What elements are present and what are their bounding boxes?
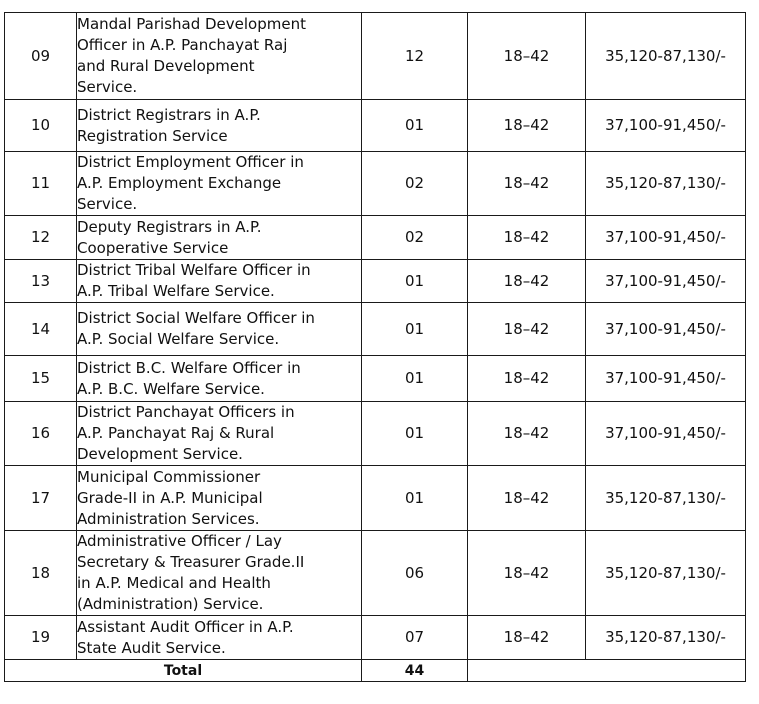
table-row [5, 216, 746, 260]
total-row [5, 660, 746, 682]
age-limit-cell: 18–42 [468, 616, 586, 660]
table-row [5, 356, 746, 402]
post-name-cell: Mandal Parishad Development Officer in A.P. Panchayat Raj and Rural Development Service. [77, 13, 362, 100]
table-row [5, 13, 746, 100]
table-row [5, 100, 746, 152]
post-name-cell: District Panchayat Officers in A.P. Panchayat Raj & Rural Development Service. [77, 402, 362, 466]
total-label: Total [5, 660, 362, 682]
post-name-cell: Municipal Commissioner Grade-II in A.P. Municipal Administration Services. [77, 466, 362, 531]
table-row [5, 260, 746, 303]
age-limit-cell: 18–42 [468, 303, 586, 356]
post-name-cell: District Employment Officer in A.P. Employment Exchange Service. [77, 152, 362, 216]
serial-number-cell: 13 [5, 260, 77, 303]
vacancies-cell: 02 [362, 152, 468, 216]
serial-number-cell: 10 [5, 100, 77, 152]
vacancies-cell: 01 [362, 100, 468, 152]
total-vacancies: 44 [362, 660, 468, 682]
age-limit-cell: 18–42 [468, 13, 586, 100]
vacancies-cell: 12 [362, 13, 468, 100]
table-row [5, 152, 746, 216]
pay-scale-cell: 35,120-87,130/- [586, 466, 746, 531]
post-name-cell: Administrative Officer / Lay Secretary & Treasurer Grade.II in A.P. Medical and Health (Administration) Service. [77, 531, 362, 616]
serial-number-cell: 11 [5, 152, 77, 216]
vacancies-cell: 06 [362, 531, 468, 616]
vacancy-table [4, 12, 746, 682]
pay-scale-cell: 37,100-91,450/- [586, 356, 746, 402]
table-row [5, 466, 746, 531]
pay-scale-cell: 37,100-91,450/- [586, 216, 746, 260]
vacancies-cell: 01 [362, 356, 468, 402]
serial-number-cell: 14 [5, 303, 77, 356]
vacancies-cell: 01 [362, 303, 468, 356]
pay-scale-cell: 37,100-91,450/- [586, 402, 746, 466]
age-limit-cell: 18–42 [468, 152, 586, 216]
post-name-cell: Deputy Registrars in A.P. Cooperative Service [77, 216, 362, 260]
pay-scale-cell: 35,120-87,130/- [586, 13, 746, 100]
age-limit-cell: 18–42 [468, 100, 586, 152]
age-limit-cell: 18–42 [468, 402, 586, 466]
vacancies-cell: 01 [362, 260, 468, 303]
vacancy-table-container [4, 12, 746, 682]
pay-scale-cell: 37,100-91,450/- [586, 260, 746, 303]
table-row [5, 616, 746, 660]
vacancies-cell: 01 [362, 466, 468, 531]
pay-scale-cell: 37,100-91,450/- [586, 303, 746, 356]
vacancies-cell: 07 [362, 616, 468, 660]
age-limit-cell: 18–42 [468, 356, 586, 402]
post-name-cell: Assistant Audit Officer in A.P. State Audit Service. [77, 616, 362, 660]
pay-scale-cell: 35,120-87,130/- [586, 616, 746, 660]
post-name-cell: District B.C. Welfare Officer in A.P. B.C. Welfare Service. [77, 356, 362, 402]
serial-number-cell: 15 [5, 356, 77, 402]
serial-number-cell: 18 [5, 531, 77, 616]
post-name-cell: District Tribal Welfare Officer in A.P. Tribal Welfare Service. [77, 260, 362, 303]
serial-number-cell: 16 [5, 402, 77, 466]
vacancy-table-body [5, 13, 746, 660]
total-empty-cell [468, 660, 746, 682]
pay-scale-cell: 35,120-87,130/- [586, 152, 746, 216]
age-limit-cell: 18–42 [468, 531, 586, 616]
table-row [5, 531, 746, 616]
age-limit-cell: 18–42 [468, 260, 586, 303]
post-name-cell: District Social Welfare Officer in A.P. Social Welfare Service. [77, 303, 362, 356]
vacancies-cell: 01 [362, 402, 468, 466]
pay-scale-cell: 37,100-91,450/- [586, 100, 746, 152]
post-name-cell: District Registrars in A.P. Registration Service [77, 100, 362, 152]
serial-number-cell: 12 [5, 216, 77, 260]
serial-number-cell: 19 [5, 616, 77, 660]
table-row [5, 303, 746, 356]
serial-number-cell: 17 [5, 466, 77, 531]
age-limit-cell: 18–42 [468, 216, 586, 260]
age-limit-cell: 18–42 [468, 466, 586, 531]
table-row [5, 402, 746, 466]
serial-number-cell: 09 [5, 13, 77, 100]
pay-scale-cell: 35,120-87,130/- [586, 531, 746, 616]
vacancies-cell: 02 [362, 216, 468, 260]
